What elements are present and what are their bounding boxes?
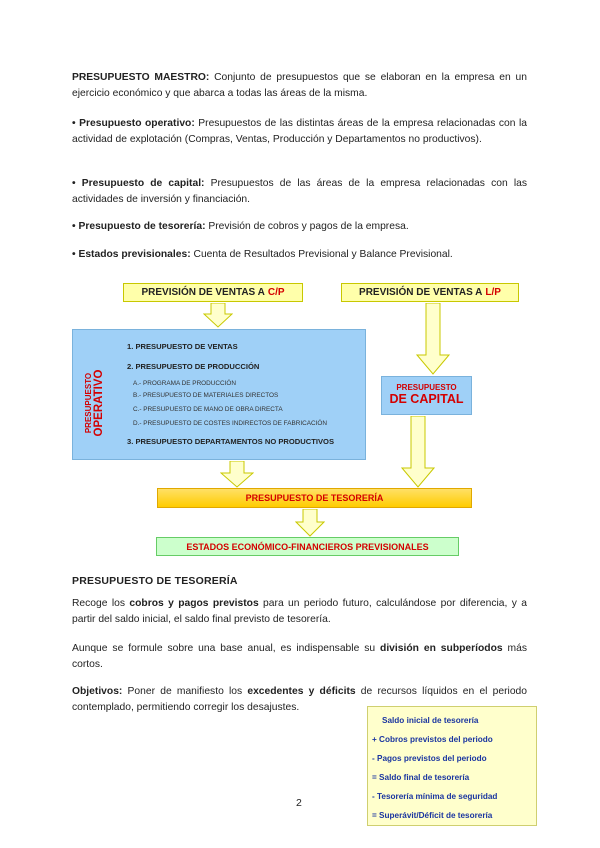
ventas-cp-box (123, 283, 303, 302)
tesoreria-text: Previsión de cobros y pagos de la empresa. (205, 221, 409, 232)
list-item: D.- PRESUPUESTO DE COSTES INDIRECTOS DE FABRICACIÓN (133, 420, 327, 427)
ventas-lp-prefix: PREVISIÓN DE VENTAS A (359, 287, 483, 298)
list-item: Saldo inicial de tesorería (382, 716, 479, 725)
p2-c: más cortos. (72, 643, 527, 670)
p3-a: Poner de manifiesto los (122, 686, 248, 697)
list-item: 1. PRESUPUESTO DE VENTAS (127, 342, 238, 351)
p3-b: excedentes y déficits (247, 686, 356, 697)
definition-tesoreria (72, 219, 527, 235)
capital-text: Presupuestos de las áreas de la empresa relacionadas con las actividades de inversión y financiación. (72, 178, 527, 205)
definition-capital (72, 176, 527, 207)
ventas-cp-accent: C/P (267, 287, 285, 298)
tesoreria-label: • Presupuesto de tesorería: (72, 221, 206, 232)
tesoreria-box: PRESUPUESTO DE TESORERÍA (157, 488, 472, 508)
maestro-text: Conjunto de presupuestos que se elaboran en la empresa en un ejercicio económico y que abarca a todas las áreas de la misma. (72, 72, 527, 99)
arrow-down-icon (401, 416, 435, 488)
p2-b: división en subperíodos (380, 643, 503, 654)
page-number: 2 (296, 797, 302, 809)
list-item: + Cobros previstos del periodo (372, 735, 493, 744)
arrow-down-icon (416, 303, 450, 375)
operativo-side-label (81, 348, 111, 448)
p1-a: Recoge los (72, 598, 130, 609)
ventas-lp-box (341, 283, 519, 302)
estados-box: ESTADOS ECONÓMICO-FINANCIEROS PREVISIONALES (156, 537, 459, 556)
arrow-down-icon (295, 509, 325, 537)
list-item: - Tesorería mínima de seguridad (372, 792, 498, 801)
tesoreria-summary-box (367, 706, 537, 826)
capital-box (381, 376, 472, 415)
capital-label: • Presupuesto de capital: (72, 178, 205, 189)
list-item: = Saldo final de tesorería (372, 773, 470, 782)
p1-c: para un periodo futuro, calculándose por diferencia, y a partir del saldo inicial, el saldo final previsto de tesorería. (72, 598, 527, 625)
list-item: 2. PRESUPUESTO DE PRODUCCIÓN (127, 362, 260, 371)
definition-estados (72, 247, 527, 263)
arrow-down-icon (203, 303, 233, 328)
estados-label: • Estados previsionales: (72, 249, 191, 260)
definition-maestro (72, 70, 527, 101)
list-item: - Pagos previstos del periodo (372, 754, 487, 763)
list-item: A.- PROGRAMA DE PRODUCCIÓN (133, 380, 236, 387)
paragraph-aunque (72, 641, 527, 672)
operativo-text: Presupuestos de las distintas áreas de la empresa relacionadas con la actividad de explotación (Compras, Ventas, Producción y Departamentos no productivos). (72, 118, 527, 145)
operativo-label: • Presupuesto operativo: (72, 118, 195, 129)
list-item: 3. PRESUPUESTO DEPARTAMENTOS NO PRODUCTIVOS (127, 437, 335, 446)
p2-a: Aunque se formule sobre una base anual, es indispensable su (72, 643, 381, 654)
paragraph-recoge (72, 596, 527, 627)
p3-label: Objetivos: (72, 686, 123, 697)
ventas-lp-accent: L/P (485, 287, 501, 298)
operativo-box (72, 329, 366, 460)
definition-operativo (72, 116, 527, 147)
operativo-side-bottom: OPERATIVO (93, 369, 105, 437)
list-item: B.- PRESUPUESTO DE MATERIALES DIRECTOS (133, 392, 279, 399)
arrow-down-icon (220, 461, 254, 488)
maestro-label: PRESUPUESTO MAESTRO: (72, 72, 210, 83)
p1-b: cobros y pagos previstos (129, 598, 259, 609)
capital-top: PRESUPUESTO (396, 383, 457, 392)
section-title: PRESUPUESTO DE TESORERÍA (72, 575, 238, 587)
operativo-side-top: PRESUPUESTO (84, 372, 93, 434)
capital-bottom: DE CAPITAL (389, 392, 464, 406)
p3-c: de recursos líquidos en el periodo contemplado, permitiendo corregir los desajustes. (72, 686, 528, 713)
list-item: = Superávit/Déficit de tesorería (372, 811, 493, 820)
estados-text: Cuenta de Resultados Previsional y Balance Previsional. (190, 249, 453, 260)
list-item: C.- PRESUPUESTO DE MANO DE OBRA DIRECTA (133, 406, 283, 413)
ventas-cp-prefix: PREVISIÓN DE VENTAS A (141, 287, 265, 298)
